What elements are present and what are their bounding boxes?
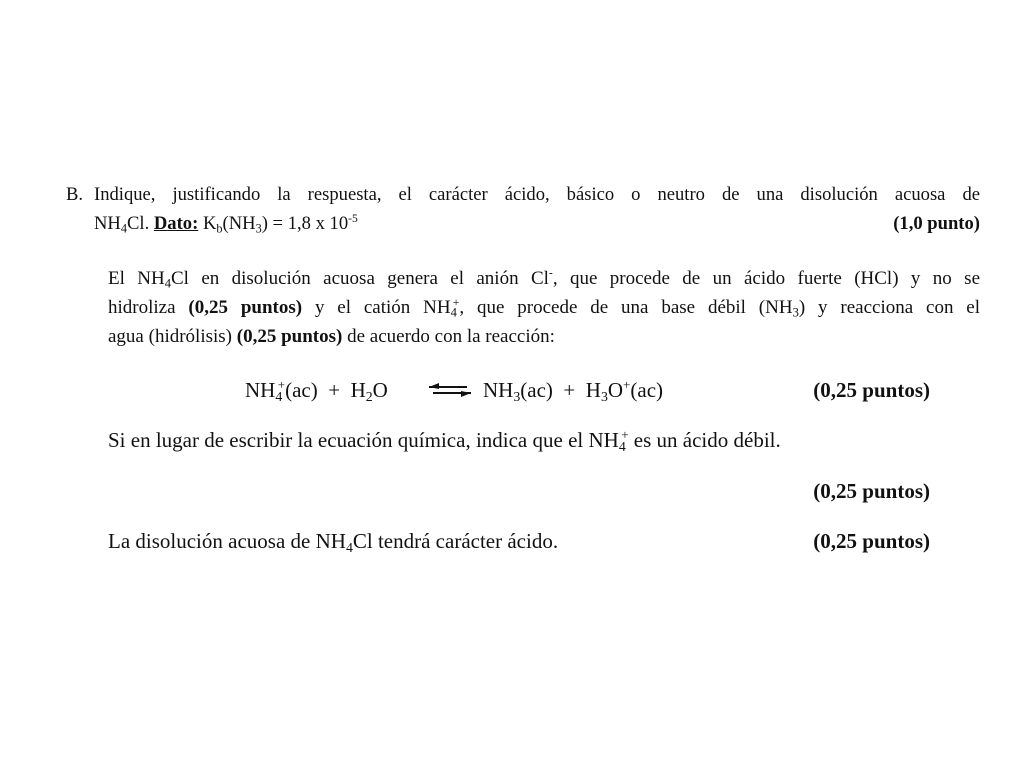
text: es un ácido débil. — [628, 428, 781, 452]
text: ) y reacciona con el — [798, 297, 981, 318]
formula-cl: Cl. — [127, 213, 150, 234]
kb-value: ) = 1,8 x 10 — [261, 213, 349, 234]
ammonia: NH — [483, 378, 514, 402]
answer-line-2 — [108, 293, 980, 322]
superscript: + — [623, 376, 631, 392]
text: , que procede de un ácido fuerte (HCl) y no se — [552, 268, 981, 289]
text: agua (hidrólisis) — [108, 326, 233, 347]
subscript: 3 — [255, 221, 262, 236]
superscript: + — [621, 426, 629, 442]
subscript: 4 — [450, 305, 457, 320]
equilibrium-arrow-icon — [427, 383, 473, 397]
text: y el catión NH — [314, 297, 451, 318]
text: Si en lugar de escribir la ecuación química, indica que el NH — [108, 428, 619, 452]
subscript: 4 — [275, 388, 283, 404]
question-points: (1,0 punto) — [893, 213, 980, 234]
reaction-equation — [245, 374, 930, 406]
subscript: 4 — [120, 221, 127, 236]
alternative-line — [108, 424, 781, 456]
answer-line-1 — [108, 264, 980, 293]
subscript: 2 — [365, 388, 373, 404]
text: Cl tendrá carácter ácido. — [352, 529, 559, 553]
subscript: 4 — [345, 539, 353, 555]
water: O — [372, 378, 388, 402]
text: La disolución acuosa de NH — [108, 529, 346, 553]
kb-exponent: -5 — [348, 212, 358, 225]
water: H — [350, 378, 366, 402]
text: Cl en disolución acuosa genera el anión Cl — [170, 268, 549, 289]
subscript: 4 — [618, 438, 626, 454]
hydronium: O — [607, 378, 624, 402]
superscript: + — [277, 376, 286, 392]
hydronium: H — [585, 378, 601, 402]
ammonium: NH — [245, 378, 276, 402]
equation-products — [483, 374, 663, 406]
state: (ac) — [520, 378, 553, 402]
superscript: + — [452, 295, 460, 309]
subscript: b — [216, 221, 223, 236]
subscript: 4 — [164, 276, 171, 291]
subscript: 3 — [513, 388, 521, 404]
conclusion-line — [108, 525, 558, 557]
equation-points: (0,25 puntos) — [813, 378, 930, 402]
points-inline: (0,25 puntos) — [236, 326, 343, 347]
answer-line-3 — [108, 322, 980, 351]
text: El NH — [108, 268, 165, 289]
text: hidroliza — [108, 297, 176, 318]
answer-paragraph — [108, 264, 980, 351]
plus-sign: + — [563, 378, 576, 402]
text: de acuerdo con la reacción: — [347, 326, 555, 347]
points-inline: (0,25 puntos) — [188, 297, 303, 318]
formula-nh: NH — [94, 213, 121, 234]
question-line-1 — [66, 180, 980, 209]
question-block — [66, 180, 980, 238]
subscript: 3 — [600, 388, 608, 404]
question-line-2 — [66, 209, 980, 238]
question-text: Indique, justificando la respuesta, el carácter ácido, básico o neutro de una disolución acuosa de — [94, 184, 980, 205]
text: , que procede de una base débil (NH — [459, 297, 793, 318]
question-formula-and-data — [94, 209, 358, 238]
state: (ac) — [285, 378, 318, 402]
superscript: - — [548, 266, 553, 280]
equation-reactants — [245, 374, 388, 406]
kb-symbol: K — [202, 213, 217, 234]
conclusion-points: (0,25 puntos) — [813, 529, 930, 553]
dato-label: Dato: — [153, 213, 199, 234]
plus-sign: + — [328, 378, 341, 402]
subscript: 3 — [792, 305, 799, 320]
question-label: B. — [66, 184, 84, 205]
state: (ac) — [630, 378, 664, 402]
kb-text: (NH — [222, 213, 256, 234]
alternative-points: (0,25 puntos) — [813, 479, 930, 503]
